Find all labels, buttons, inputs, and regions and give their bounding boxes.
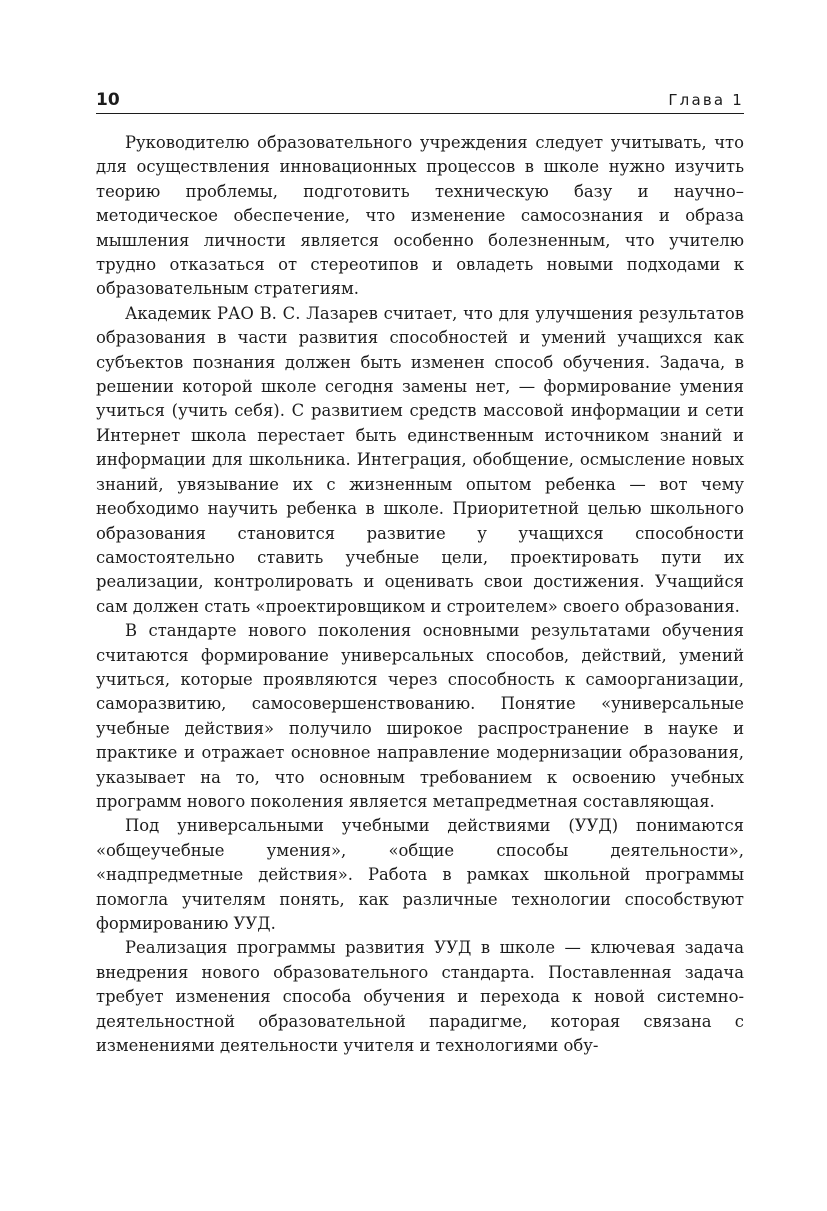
body-text (96, 131, 744, 1058)
page-number: 10 (96, 90, 120, 110)
paragraph: Реализация программы развития УУД в школе — ключевая задача внедрения нового образовательного стандарта. Поставленная задача требует изменения способа обучения и перехода к новой системно-деятельностной образовательной парадигме, которая связана с изменениями деятельности учителя и технологиями обу- (96, 938, 744, 1056)
running-header (96, 84, 744, 114)
paragraph: Академик РАО В. С. Лазарев считает, что для улучшения результатов образования в части развития способностей и умений учащихся как субъектов познания должен быть изменен способ обучения. Задача, в решении которой школе сегодня замены нет, — формирование умения учиться (учить себя). С развитием средств массовой информации и сети Интернет школа перестает быть единственным источником знаний и информации для школьника. Интеграция, обобщение, осмысление новых знаний, увязывание их с жизненным опытом ребенка — вот чему необходимо научить ребенка в школе. Приоритетной целью школьного образования становится развитие у учащихся способности самостоятельно ставить учебные цели, проектировать пути их реализации, контролировать и оценивать свои достижения. Учащийся сам должен стать «проектировщиком и строителем» своего образования. (96, 303, 744, 616)
paragraph: Под универсальными учебными действиями (УУД) понимаются «общеучебные умения», «общие способы деятельности», «надпредметные действия». Работа в рамках школьной программы помогла учителям понять, как различные технологии способствуют формированию УУД. (96, 816, 744, 933)
paragraph: В стандарте нового поколения основными результатами обучения считаются формирование универсальных способов, действий, умений учиться, которые проявляются через способность к самоорганизации, саморазвитию, самосовершенствованию. Понятие «универсальные учебные действия» получило широкое распространение в науке и практике и отражает основное направление модернизации образования, указывает на то, что основным требованием к освоению учебных программ нового поколения является метапредметная составляющая. (96, 621, 744, 811)
book-page (96, 84, 744, 1058)
paragraph: Руководителю образовательного учреждения следует учитывать, что для осуществления инновационных процессов в школе нужно изучить теорию проблемы, подготовить техническую базу и научно–методическое обеспечение, что изменение самосознания и образа мышления личности является особенно болезненным, что учителю трудно отказаться от стереотипов и овладеть новыми подходами к образовательным стратегиям. (96, 133, 744, 299)
chapter-label: Глава 1 (668, 91, 744, 109)
